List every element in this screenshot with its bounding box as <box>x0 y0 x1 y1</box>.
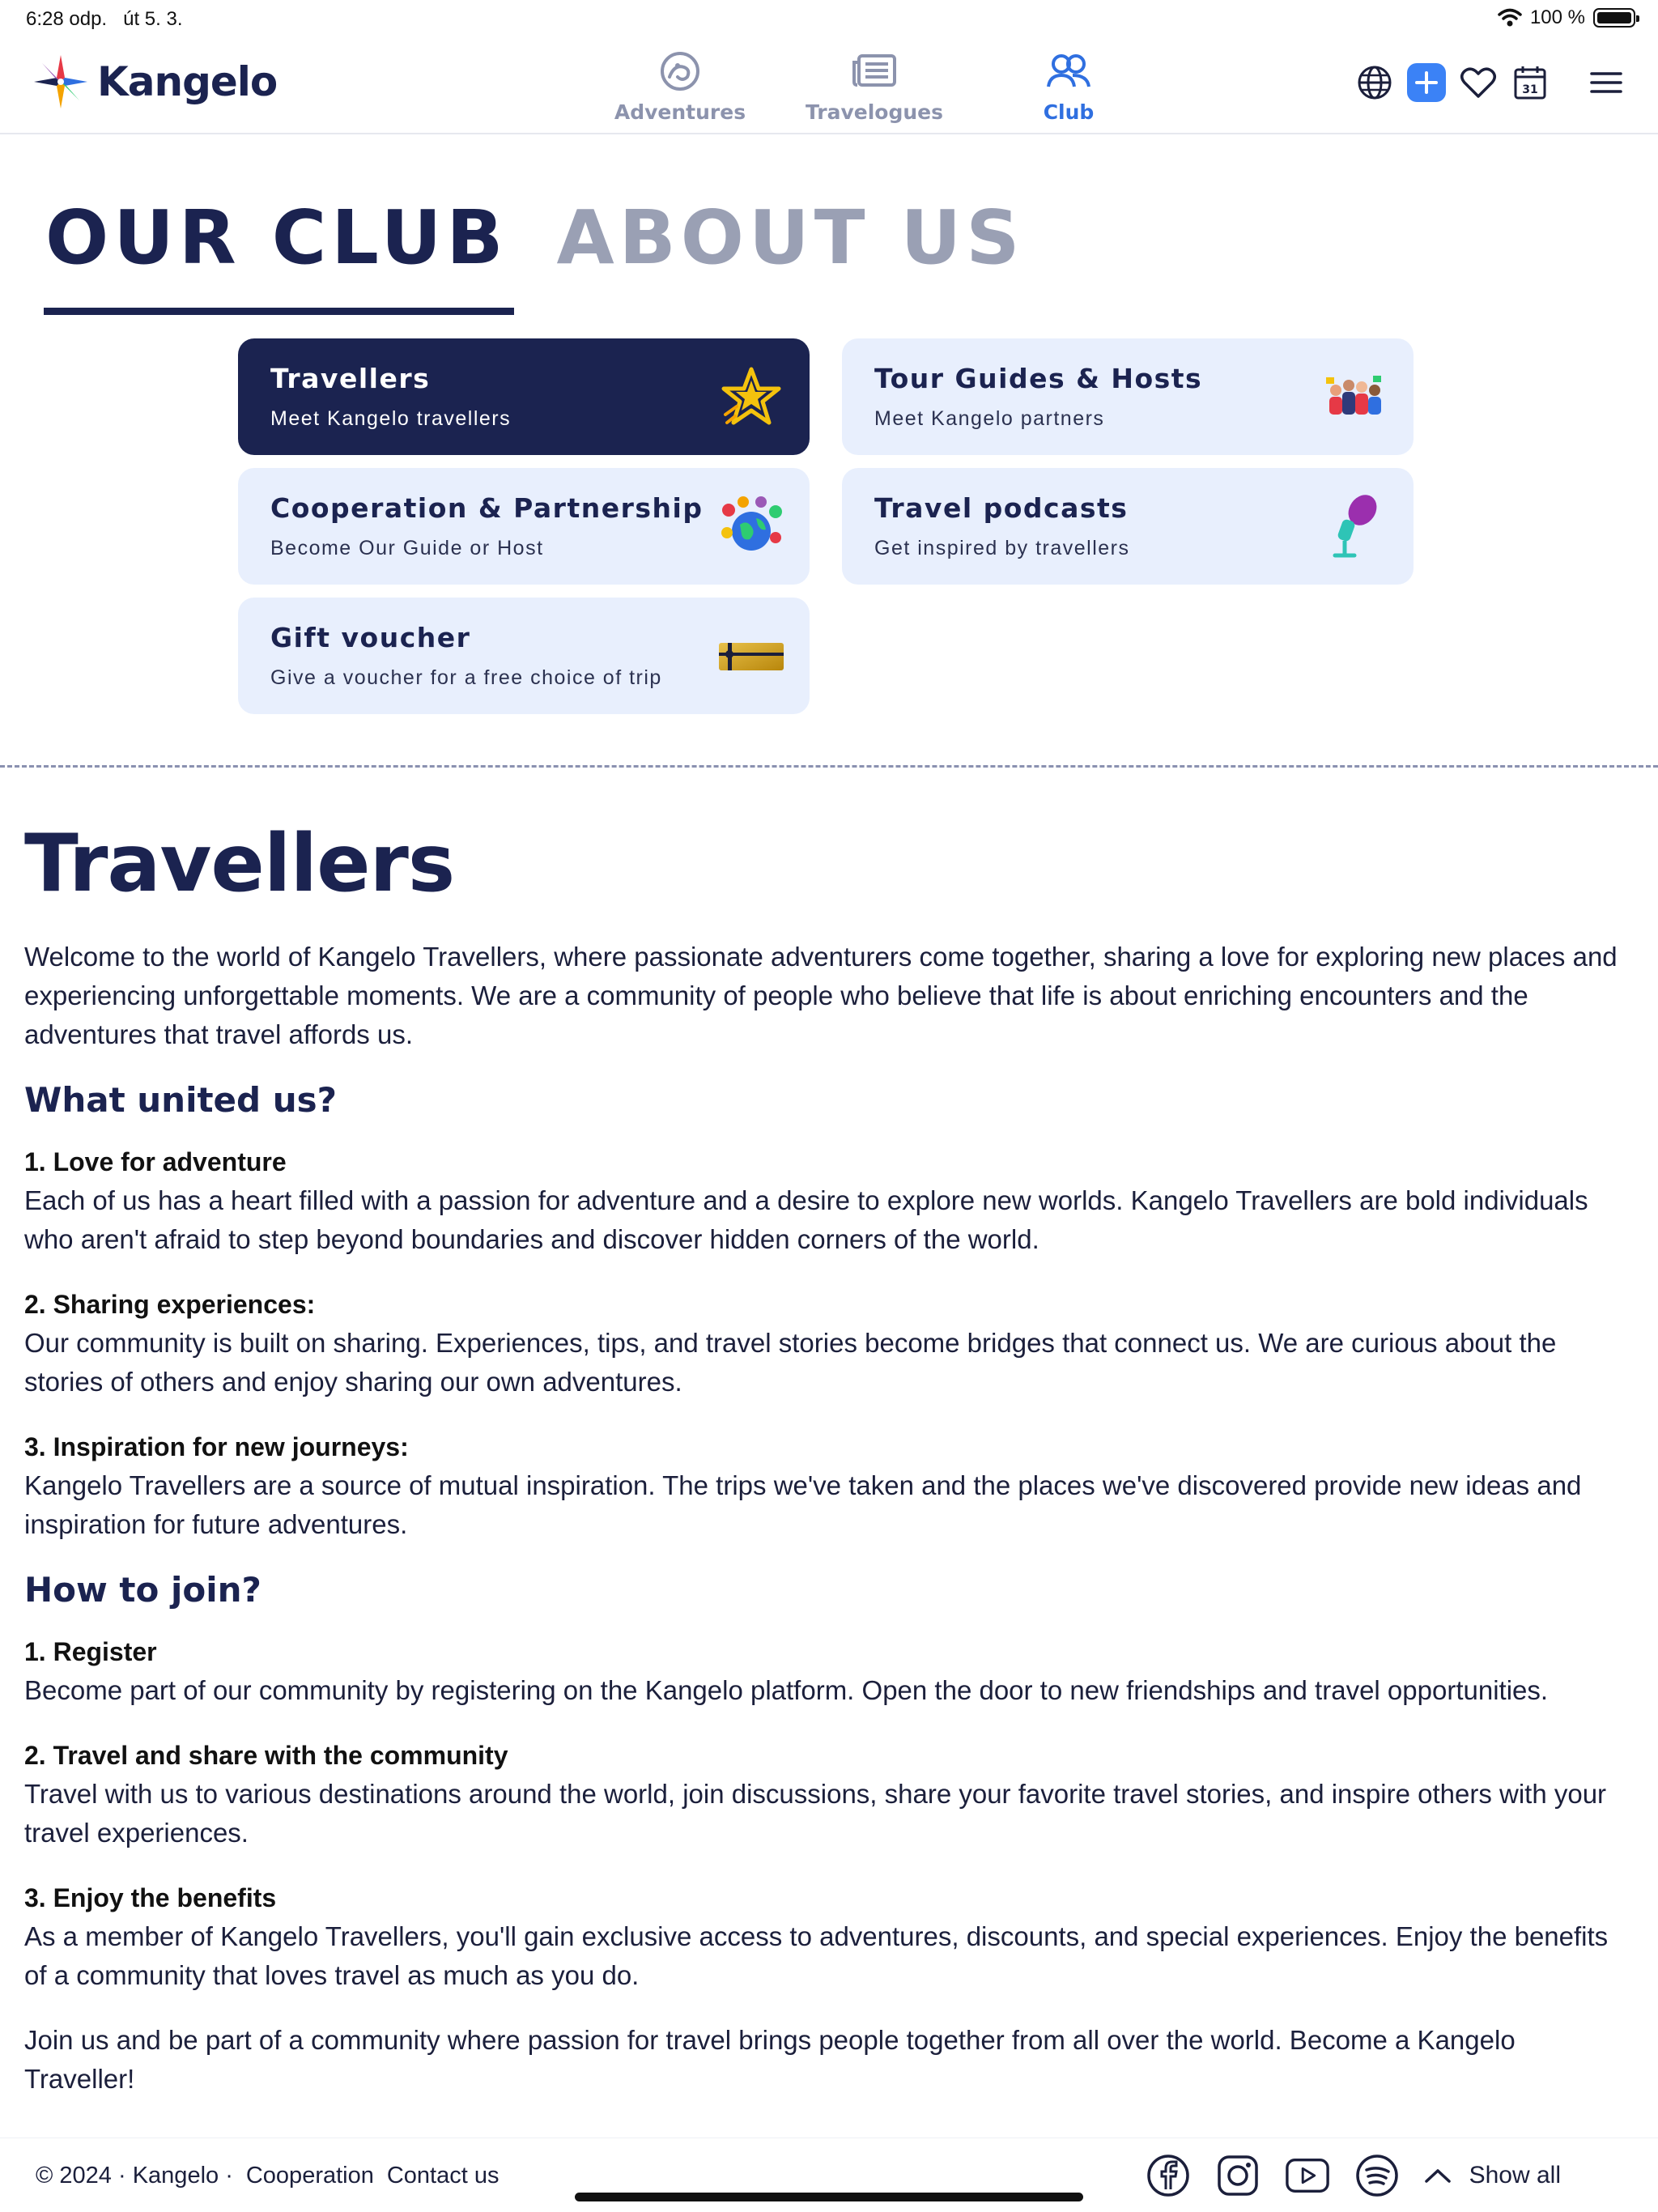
microphone-icon <box>1321 492 1389 560</box>
tab-about-us[interactable]: ABOUT US <box>556 194 1025 281</box>
status-bar <box>0 0 1658 40</box>
list-item-title: 2. Sharing experiences: <box>24 1290 316 1319</box>
nav-travelogues[interactable] <box>777 47 971 124</box>
nav-club[interactable] <box>971 47 1166 124</box>
list-item-text: Kangelo Travellers are a source of mutual inspiration. The trips we've taken and the places we've discovered provide new ideas and inspiration for future adventures. <box>24 1470 1582 1539</box>
nav-adventures[interactable] <box>583 47 777 124</box>
nav-travelogues-label: Travelogues <box>805 100 944 124</box>
footer-copyright: © 2024 · Kangelo · <box>36 2163 233 2189</box>
card-subtitle: Meet Kangelo partners <box>874 407 1105 430</box>
footer-social <box>1146 2153 1561 2198</box>
list-item-title: 1. Love for adventure <box>24 1147 287 1176</box>
language-globe-icon[interactable] <box>1355 63 1394 102</box>
instagram-icon[interactable] <box>1215 2153 1261 2198</box>
adventures-icon <box>656 47 704 96</box>
section-heading-united: What united us? <box>24 1080 337 1120</box>
add-plus-icon[interactable] <box>1407 63 1446 102</box>
hamburger-menu-icon[interactable] <box>1587 63 1626 102</box>
card-subtitle: Become Our Guide or Host <box>270 537 544 559</box>
youtube-icon[interactable] <box>1285 2153 1330 2198</box>
card-travel-podcasts[interactable] <box>842 468 1414 585</box>
star-icon <box>717 363 785 431</box>
header-tools <box>1355 63 1626 102</box>
tab-our-club[interactable]: OUR CLUB <box>45 194 508 310</box>
list-item-text: As a member of Kangelo Travellers, you'll gain exclusive access to adventures, discounts, and special experiences. Enjoy the benefits of a community that loves travel as much as you do. <box>24 1921 1609 1990</box>
list-item-title: 2. Travel and share with the community <box>24 1741 508 1770</box>
wifi-icon <box>1498 8 1522 28</box>
voucher-icon <box>717 622 785 690</box>
list-item-title: 3. Enjoy the benefits <box>24 1883 277 1912</box>
list-item-text: Become part of our community by registering on the Kangelo platform. Open the door to new friendships and travel opportunities. <box>24 1675 1549 1705</box>
home-indicator[interactable] <box>575 2193 1083 2201</box>
group-people-icon <box>1321 363 1389 431</box>
nav-adventures-label: Adventures <box>614 100 746 124</box>
top-header <box>0 40 1658 134</box>
card-title: Travellers <box>270 363 431 394</box>
status-right <box>1498 6 1635 29</box>
card-gift-voucher[interactable] <box>238 598 810 714</box>
list-item-text: Each of us has a heart filled with a passion for adventure and a desire to explore new worlds. Kangelo Travellers are bold individuals who aren't afraid to step beyond boundaries and discover hidden corners of the world. <box>24 1185 1588 1254</box>
svg-text:31: 31 <box>1522 83 1538 96</box>
article-intro: Welcome to the world of Kangelo Travellers, where passionate adventurers come together, sharing a love for exploring new places and experiencing unforgettable moments. We are a community of people who believe that life is about enriching encounters and the adventures that travel affords us. <box>24 942 1618 1049</box>
list-item-text: Our community is built on sharing. Experiences, tips, and travel stories become bridges that connect us. We are curious about the stories of others and enjoy sharing our own adventures. <box>24 1328 1557 1397</box>
card-subtitle: Give a voucher for a free choice of trip <box>270 666 662 689</box>
article-closing: Join us and be part of a community where passion for travel brings people together from all over the world. Become a Kangelo Traveller! <box>24 2025 1516 2094</box>
section-heading-join: How to join? <box>24 1570 261 1610</box>
list-item-title: 1. Register <box>24 1637 157 1666</box>
footer-cooperation-link[interactable]: Cooperation <box>245 2163 374 2189</box>
main-nav <box>583 47 1166 124</box>
compass-logo-icon <box>32 53 89 110</box>
heart-icon[interactable] <box>1459 63 1498 102</box>
article <box>24 818 1627 2125</box>
footer-contact-link[interactable]: Contact us <box>386 2163 500 2189</box>
globe-network-icon <box>717 492 785 560</box>
card-tour-guides-hosts[interactable] <box>842 338 1414 455</box>
article-title: Travellers <box>24 818 455 910</box>
card-subtitle: Meet Kangelo travellers <box>270 407 512 430</box>
chevron-up-icon <box>1424 2167 1452 2184</box>
calendar-icon[interactable] <box>1511 63 1550 102</box>
battery-icon <box>1593 8 1635 28</box>
status-time: 6:28 odp. út 5. 3. <box>26 8 183 30</box>
logo-text: Kangelo <box>97 58 278 105</box>
card-cooperation-partnership[interactable] <box>238 468 810 585</box>
club-tabs <box>45 194 1024 310</box>
nav-club-label: Club <box>1043 100 1095 124</box>
footer-links <box>36 2163 500 2189</box>
show-all-button[interactable] <box>1424 2162 1561 2189</box>
show-all-label: Show all <box>1469 2162 1561 2189</box>
club-icon <box>1044 47 1093 96</box>
battery-percent: 100 % <box>1529 6 1585 28</box>
logo[interactable] <box>32 53 277 110</box>
card-subtitle: Get inspired by travellers <box>874 537 1130 559</box>
card-title: Travel podcasts <box>874 492 1129 524</box>
card-travellers[interactable] <box>238 338 810 455</box>
card-title: Gift voucher <box>270 622 471 653</box>
card-title: Cooperation & Partnership <box>270 492 704 524</box>
travelogues-icon <box>850 47 899 96</box>
list-item-title: 3. Inspiration for new journeys: <box>24 1432 409 1461</box>
spotify-icon[interactable] <box>1354 2153 1400 2198</box>
section-divider <box>0 765 1658 768</box>
card-title: Tour Guides & Hosts <box>874 363 1203 394</box>
list-item-text: Travel with us to various destinations around the world, join discussions, share your favorite travel stories, and inspire others with your travel experiences. <box>24 1779 1607 1848</box>
facebook-icon[interactable] <box>1146 2153 1191 2198</box>
